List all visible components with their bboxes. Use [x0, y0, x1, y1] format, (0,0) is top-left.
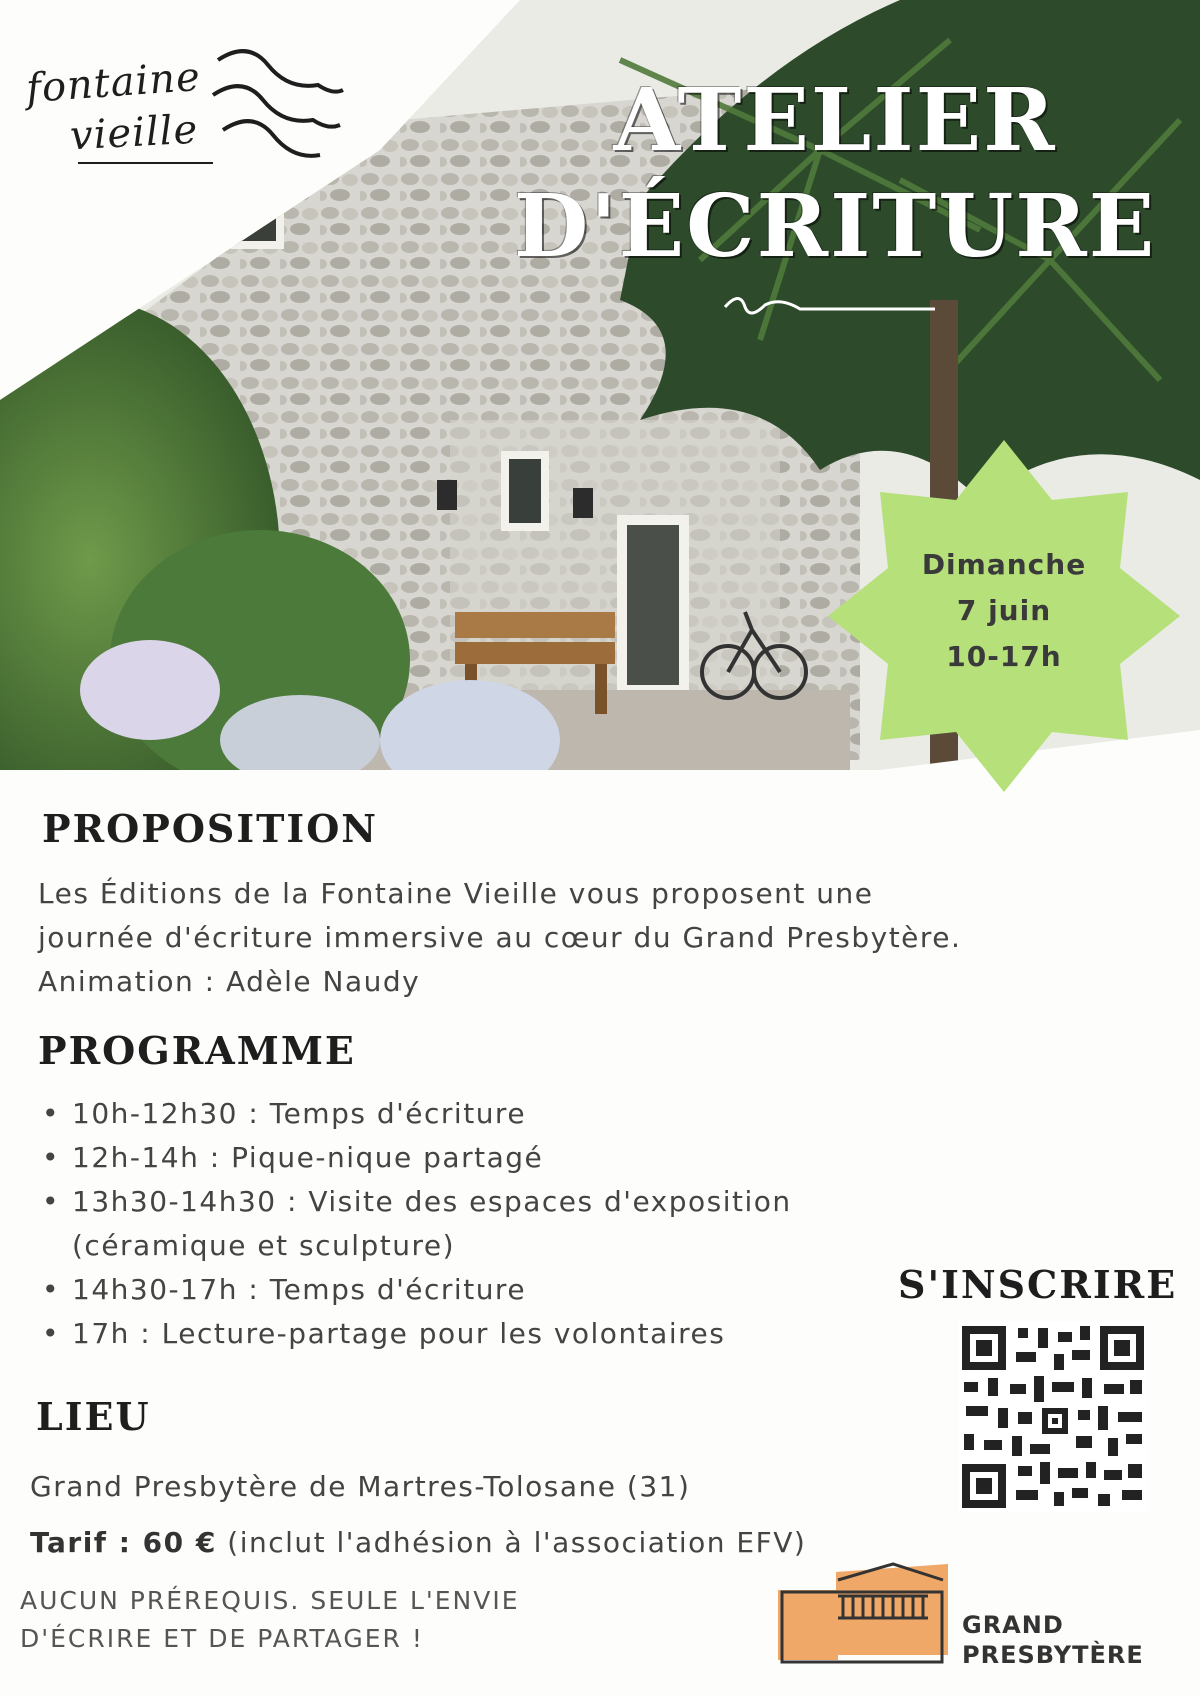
- inscription-heading: S'INSCRIRE: [898, 1262, 1178, 1307]
- venue-address: Grand Presbytère de Martres-Tolosane (31): [30, 1470, 691, 1503]
- tarif-detail: (inclut l'adhésion à l'association EFV): [216, 1526, 807, 1559]
- badge-hours: 10-17h: [946, 640, 1062, 673]
- programme-item: [38, 1136, 938, 1180]
- partner-name-line-2: PRESBYTÈRE: [962, 1641, 1144, 1669]
- event-title: [485, 68, 1185, 280]
- partner-name: [962, 1610, 1144, 1670]
- programme-heading: PROGRAMME: [38, 1028, 356, 1073]
- lieu-heading: LIEU: [36, 1394, 151, 1439]
- logo-line-2: vieille: [68, 106, 200, 160]
- tarif-line: [30, 1526, 806, 1559]
- tarif-label: Tarif : 60 €: [30, 1526, 217, 1559]
- proposition-text: [38, 872, 1188, 1004]
- programme-item: [38, 1268, 938, 1312]
- prerequisite-note: [20, 1582, 740, 1658]
- programme-item-continuation: (céramique et sculpture): [72, 1229, 456, 1262]
- fontaine-vieille-logo: [18, 30, 348, 180]
- programme-item-text: 10h-12h30 : Temps d'écriture: [72, 1097, 527, 1130]
- programme-item-text: 17h : Lecture-partage pour les volontaires: [72, 1317, 726, 1350]
- programme-item-text: 13h30-14h30 : Visite des espaces d'exposition: [72, 1185, 792, 1218]
- programme-item-text: 14h30-17h : Temps d'écriture: [72, 1273, 527, 1306]
- programme-item: [38, 1312, 938, 1356]
- partner-name-line-1: GRAND: [962, 1611, 1064, 1639]
- qr-code-icon[interactable]: [958, 1322, 1148, 1512]
- programme-item-text: 12h-14h : Pique-nique partagé: [72, 1141, 544, 1174]
- proposition-line: Animation : Adèle Naudy: [38, 965, 421, 998]
- programme-item: [38, 1180, 938, 1268]
- badge-date: 7 juin: [956, 594, 1052, 627]
- programme-list: [38, 1092, 938, 1356]
- footnote-line-2: D'ÉCRIRE ET DE PARTAGER !: [20, 1624, 424, 1653]
- proposition-heading: PROPOSITION: [42, 806, 379, 851]
- logo-underline: [78, 158, 218, 168]
- date-badge: [828, 440, 1180, 792]
- proposition-line: Les Éditions de la Fontaine Vieille vous proposent une: [38, 877, 874, 910]
- title-line-1: ATELIER: [613, 70, 1057, 171]
- title-line-2: D'ÉCRITURE: [513, 176, 1157, 277]
- proposition-line: journée d'écriture immersive au cœur du Grand Presbytère.: [38, 921, 962, 954]
- programme-item: [38, 1092, 938, 1136]
- footnote-line-1: AUCUN PRÉREQUIS. SEULE L'ENVIE: [20, 1586, 520, 1615]
- badge-text: [828, 542, 1180, 680]
- badge-day: Dimanche: [921, 548, 1087, 581]
- waves-icon: [208, 40, 348, 180]
- grand-presbytere-logo-icon: [778, 1560, 948, 1670]
- logo-line-1: fontaine: [24, 53, 203, 113]
- title-flourish: [720, 285, 940, 325]
